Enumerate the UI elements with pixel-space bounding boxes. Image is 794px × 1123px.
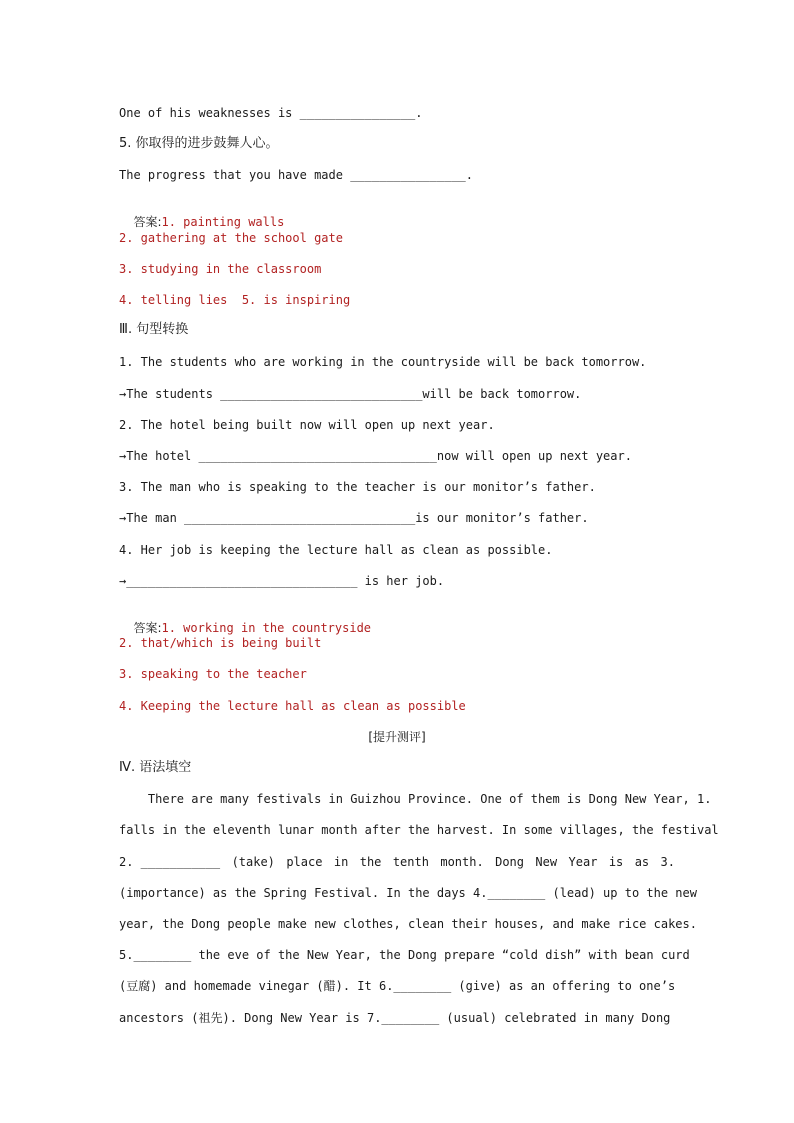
exercise-line: →________________________________ is her job. <box>119 574 445 588</box>
passage-line: (豆腐) and homemade vinegar (醋). It 6.________ (give) as an offering to one’s <box>119 979 676 993</box>
answer-line: 3. speaking to the teacher <box>119 667 307 681</box>
passage-line: year, the Dong people make new clothes, clean their houses, and make rice cakes. <box>119 917 697 931</box>
word: Year <box>568 855 598 869</box>
word: 2. ___________ <box>119 855 221 869</box>
exercise-line: The progress that you have made ________________. <box>119 168 474 182</box>
answer-text: 1. painting walls <box>161 215 285 229</box>
passage-line: There are many festivals in Guizhou Province. One of them is Dong New Year, 1. <box>119 792 712 806</box>
answer-text: 1. working in the countryside <box>161 621 372 635</box>
section-title: [提升测评] <box>368 730 426 744</box>
exercise-line: →The man ________________________________is our monitor’s father. <box>119 511 589 525</box>
answer-line <box>119 198 284 230</box>
exercise-line: 2. The hotel being built now will open up next year. <box>119 418 495 432</box>
exercise-line: 3. The man who is speaking to the teacher is our monitor’s father. <box>119 480 596 494</box>
word: place <box>286 855 323 869</box>
exercise-line: One of his weaknesses is ________________. <box>119 106 423 120</box>
word: (take) <box>231 855 275 869</box>
passage-line: falls in the eleventh lunar month after the harvest. In some villages, the festival <box>119 823 719 837</box>
answer-line: 4. telling lies 5. is inspiring <box>119 293 351 307</box>
word: tenth <box>392 855 429 869</box>
passage-line: (importance) as the Spring Festival. In the days 4.________ (lead) up to the new <box>119 886 697 900</box>
exercise-line: →The students ____________________________will be back tomorrow. <box>119 387 582 401</box>
word: is <box>608 855 624 869</box>
word: 3. <box>660 855 675 869</box>
passage-line: ancestors (祖先). Dong New Year is 7.________ (usual) celebrated in many Dong <box>119 1011 671 1025</box>
answer-label: 答案: <box>133 215 162 229</box>
passage-line <box>119 854 675 870</box>
section-heading: Ⅳ. 语法填空 <box>119 760 192 775</box>
word: month. <box>440 855 484 869</box>
exercise-line: 4. Her job is keeping the lecture hall as clean as possible. <box>119 543 553 557</box>
word: as <box>634 855 650 869</box>
answer-line: 2. that/which is being built <box>119 636 322 650</box>
word: the <box>359 855 382 869</box>
answer-label: 答案: <box>133 621 162 635</box>
exercise-line: →The hotel _________________________________now will open up next year. <box>119 449 632 463</box>
exercise-line: 5. 你取得的进步鼓舞人心。 <box>119 136 279 151</box>
section-heading: Ⅲ. 句型转换 <box>119 322 189 337</box>
word: Dong <box>495 855 525 869</box>
answer-line: 2. gathering at the school gate <box>119 231 343 245</box>
answer-line: 3. studying in the classroom <box>119 262 322 276</box>
answer-line <box>119 604 371 636</box>
word: in <box>333 855 349 869</box>
exercise-line: 1. The students who are working in the countryside will be back tomorrow. <box>119 355 647 369</box>
word: New <box>535 855 558 869</box>
answer-line: 4. Keeping the lecture hall as clean as possible <box>119 699 466 713</box>
passage-line: 5.________ the eve of the New Year, the Dong prepare “cold dish” with bean curd <box>119 948 690 962</box>
